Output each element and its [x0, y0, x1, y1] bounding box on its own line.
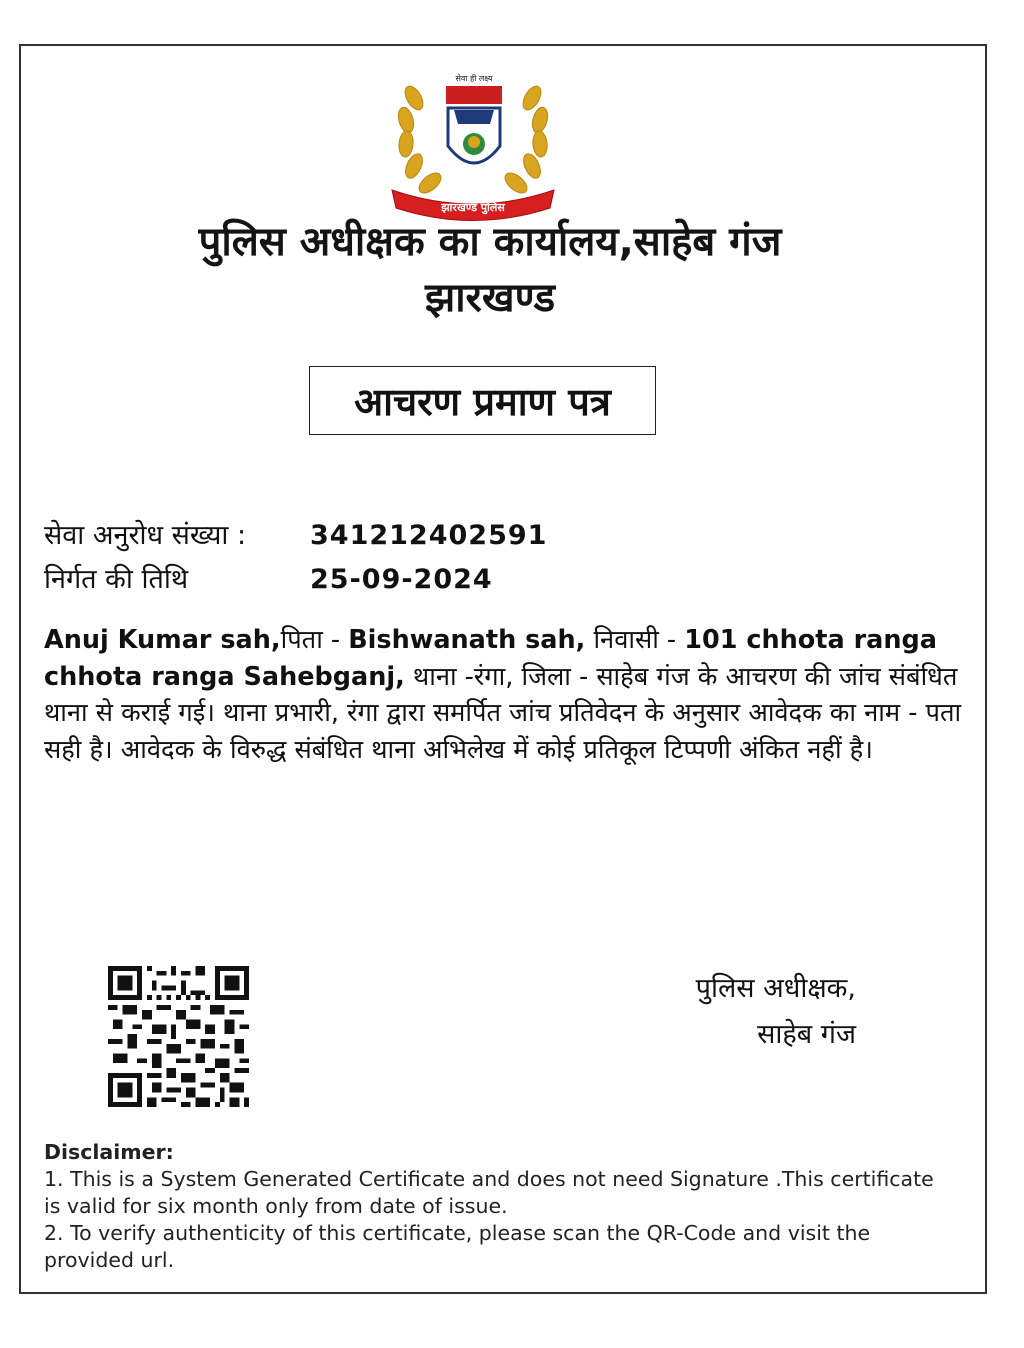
office-state: झारखण्ड [424, 275, 556, 321]
svg-text:झारखण्ड पुलिस: झारखण्ड पुलिस [441, 201, 505, 214]
certificate-title: आचरण प्रमाण पत्र [309, 366, 656, 435]
resident-label: निवासी - [585, 625, 685, 655]
disclaimer-point-2: 2. To verify authenticity of this certificate, please scan the QR-Code and visit the provided url. [44, 1221, 871, 1272]
issue-date-row [44, 562, 493, 598]
issue-date-value: 25-09-2024 [310, 564, 493, 595]
office-title: पुलिस अधीक्षक का कार्यालय,साहेब गंज [198, 219, 782, 265]
svg-text:सेवा ही लक्ष्य: सेवा ही लक्ष्य [455, 74, 493, 83]
signatory-designation: पुलिस अधीक्षक, [695, 973, 856, 1004]
disclaimer-point-1: 1. This is a System Generated Certificate and does not need Signature .This certificate is valid for six month only from date of issue. [44, 1167, 934, 1218]
disclaimer-heading: Disclaimer: [44, 1140, 174, 1164]
verification-text: थाना -रंगा, जिला - साहेब गंज के आचरण की जांच संबंधित थाना से कराई गई। थाना प्रभारी, रंगा द्वारा समर्पित जांच प्रतिवेदन के अनुसार आवेदक का नाम - पता सही है। आवेदक के विरुद्ध संबंधित थाना अभिलेख में कोई प्रतिकूल टिप्पणी अंकित नहीं है। [44, 661, 962, 765]
applicant-name: Anuj Kumar sah, [44, 625, 281, 655]
request-number-label: सेवा अनुरोध संख्या : [44, 520, 247, 551]
certificate-body [44, 622, 964, 768]
police-emblem [382, 68, 564, 228]
request-number-row [44, 518, 547, 554]
verification-qr-code[interactable] [108, 966, 249, 1107]
father-label: पिता - [280, 625, 349, 655]
applicant-address: 101 chhota ranga chhota ranga Sahebganj, [44, 625, 937, 692]
signatory-location: साहेब गंज [757, 1019, 856, 1050]
disclaimer-section [44, 1139, 944, 1274]
father-name: Bishwanath sah, [348, 625, 586, 655]
issue-date-label: निर्गत की तिथि [44, 564, 189, 595]
signatory-block [696, 966, 856, 1058]
request-number-value: 341212402591 [310, 520, 548, 551]
